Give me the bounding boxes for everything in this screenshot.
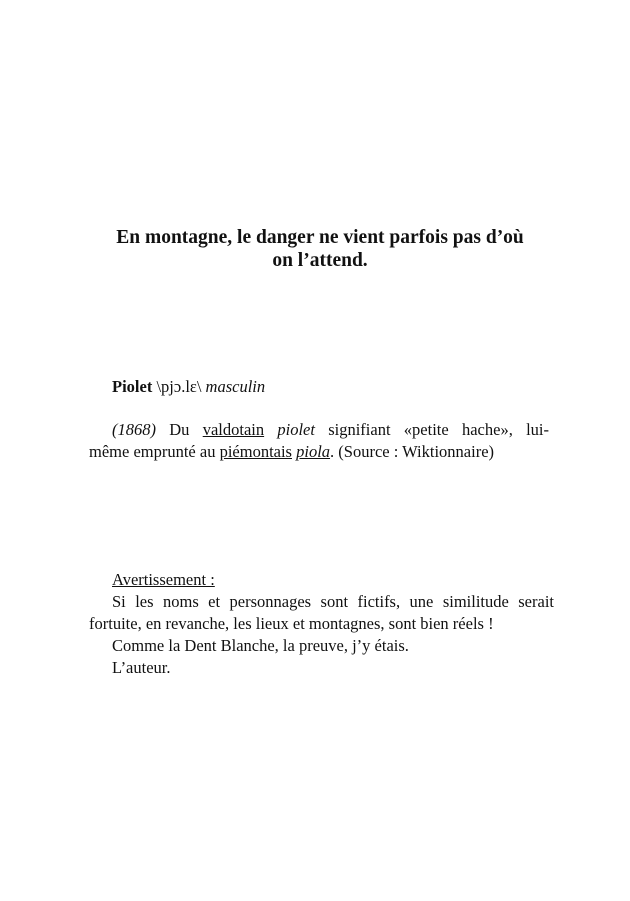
- definition-word: Piolet: [112, 377, 153, 396]
- link-valdotain[interactable]: valdotain: [202, 420, 265, 439]
- warning-heading: Avertissement :: [112, 570, 215, 589]
- etymology-line-1: [89, 419, 549, 441]
- link-piemontais[interactable]: piémontais: [219, 442, 292, 461]
- link-piola[interactable]: [296, 442, 330, 461]
- etymology-date: (1868): [112, 420, 156, 439]
- etymology-source: . (Source : Wiktionnaire): [330, 442, 495, 461]
- etymology-term-piola: piola: [296, 442, 331, 461]
- definition-phonetic: \pjɔ.lɛ\: [156, 377, 202, 396]
- warning-paragraph-2: Comme la Dent Blanche, la preuve, j’y étais.: [112, 636, 409, 655]
- etymology-paragraph: [89, 419, 549, 463]
- etymology-line-2: [89, 442, 494, 461]
- title-line-2: on l’attend.: [272, 250, 368, 271]
- warning-section: [89, 569, 554, 679]
- etymology-meme: même emprunté au: [89, 442, 216, 461]
- warning-signature: L’auteur.: [112, 658, 171, 677]
- etymology-du: Du: [169, 420, 190, 439]
- definition-heading: [112, 376, 265, 398]
- page-title: [80, 226, 560, 272]
- warning-paragraph-1: Si les noms et personnages sont fictifs, une similitude serait fortuite, en revanche, les lieux et montagnes, sont bien réels !: [89, 592, 554, 633]
- warning-heading-row: [89, 569, 554, 591]
- etymology-signifiant: signifiant «petite hache», lui-: [328, 420, 549, 439]
- title-line-1: En montagne, le danger ne vient parfois pas d’où: [116, 227, 524, 248]
- definition-gender: masculin: [205, 377, 266, 396]
- etymology-term-piolet: piolet: [277, 420, 315, 439]
